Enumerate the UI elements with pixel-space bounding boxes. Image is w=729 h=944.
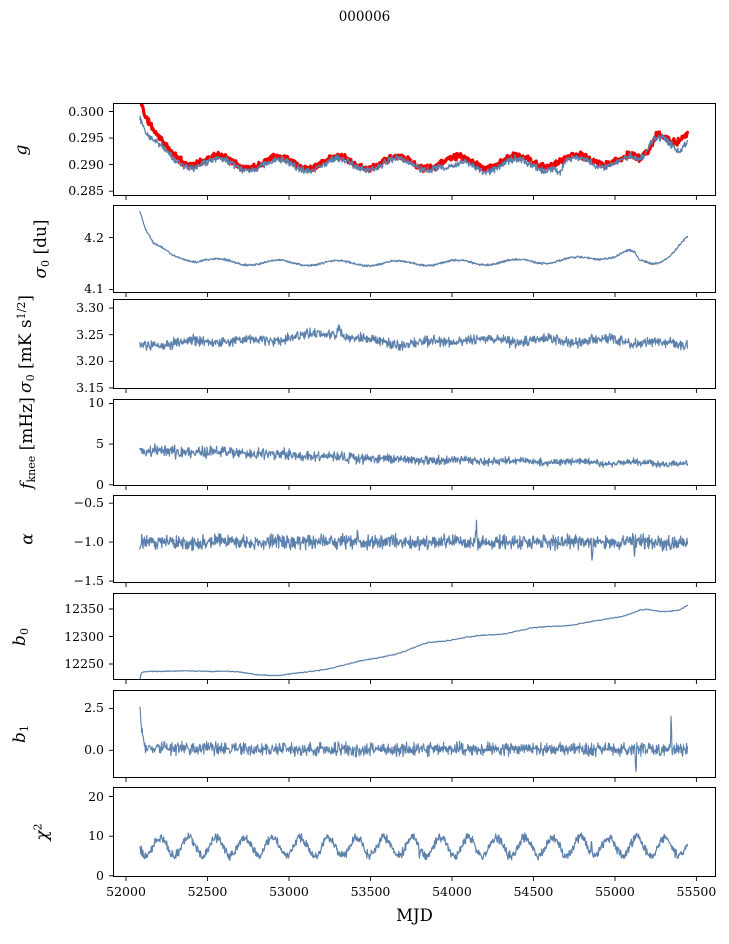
y-axis-label-text: σ: [16, 381, 36, 393]
y-tick-label: 12250: [64, 656, 104, 672]
y-axis-label-text: 0: [24, 374, 37, 382]
data-line-sigma0-du: [140, 212, 688, 267]
axes-box: [114, 400, 716, 486]
x-tick-label: 53500: [350, 884, 391, 899]
y-axis-label-text: b: [10, 634, 30, 646]
axis-tick-marks: [109, 238, 696, 297]
panel-plot-sigma0-du: [113, 205, 724, 301]
data-line-alpha: [140, 520, 688, 560]
y-tick-label: 12300: [64, 628, 104, 644]
x-tick-label: 52500: [187, 884, 228, 899]
y-tick-label: −0.5: [73, 495, 104, 511]
y-tick-label: 2.5: [84, 700, 104, 716]
axis-tick-marks: [109, 609, 696, 684]
panel-plot-fknee: [113, 399, 724, 494]
data-line-b0: [140, 605, 688, 679]
panel-plot-g: [113, 103, 724, 204]
y-tick-label: 0.0: [84, 742, 104, 758]
data-line-chi2: [140, 833, 688, 861]
y-tick-label: 10: [88, 395, 104, 411]
x-tick-label: 55000: [595, 884, 635, 899]
y-axis-label-sigma0-du: [33, 219, 51, 278]
x-axis-label: MJD: [396, 906, 433, 925]
x-tick-label: 53000: [269, 884, 309, 899]
y-axis-label-text: 0: [18, 627, 31, 635]
y-tick-label: 3.30: [76, 300, 104, 316]
y-tick-label: 0: [96, 476, 104, 492]
x-tick-label: 54000: [432, 884, 472, 899]
y-tick-label: 20: [88, 788, 104, 804]
figure-title: 000006: [338, 9, 391, 25]
y-tick-label: −1.0: [73, 534, 104, 550]
panel-plot-chi2: [113, 787, 724, 885]
y-tick-label: 5: [96, 436, 104, 452]
panel-plot-b1: [113, 690, 724, 786]
y-axis-label-text: 1/2: [15, 301, 28, 320]
y-tick-label: 0.295: [68, 130, 104, 146]
y-tick-label: 10: [88, 828, 104, 844]
y-axis-label-text: knee: [25, 455, 38, 483]
y-tick-label: 0.300: [68, 103, 104, 119]
y-axis-label-text: ]: [16, 295, 36, 302]
y-axis-label-text: b: [10, 732, 30, 743]
axes-box: [114, 104, 716, 196]
y-axis-label-text: 2: [31, 823, 45, 831]
axes-box: [114, 788, 716, 877]
axes-box: [114, 594, 716, 680]
y-axis-label-text: 1: [18, 725, 31, 733]
data-line-g-data: [140, 116, 688, 175]
y-axis-label-text: f: [17, 482, 37, 489]
x-tick-label: 52000: [106, 884, 146, 899]
y-tick-label: 3.15: [76, 379, 104, 395]
data-line-b1: [140, 707, 688, 772]
y-axis-label-text: [du]: [31, 219, 51, 260]
y-tick-label: −1.5: [73, 573, 104, 589]
x-tick-label: 55500: [676, 884, 717, 899]
y-axis-label-text: σ: [31, 266, 51, 279]
y-axis-label-text: χ: [32, 830, 53, 841]
y-axis-label-text: [mK s: [16, 319, 36, 375]
panel-plot-b0: [113, 593, 724, 688]
y-tick-label: 12350: [64, 600, 104, 616]
y-axis-label-text: α: [17, 533, 38, 545]
y-axis-label-b1: [12, 725, 30, 743]
axes-box: [114, 691, 716, 778]
y-tick-label: 3.25: [76, 326, 104, 342]
y-tick-label: 4.1: [84, 281, 104, 297]
y-axis-label-text: 0: [39, 259, 52, 267]
data-line-sigma0-mks: [140, 325, 688, 350]
y-tick-label: 0: [96, 867, 104, 883]
y-axis-label-text: g: [11, 144, 32, 155]
panel-plot-sigma0-mks: [113, 299, 724, 397]
y-tick-label: 0.290: [68, 156, 104, 172]
y-tick-label: 3.20: [76, 353, 104, 369]
y-axis-label-text: [mHz]: [17, 396, 37, 456]
data-line-fknee: [140, 444, 688, 468]
x-tick-label: 54500: [513, 884, 554, 899]
axes-box: [114, 206, 716, 293]
panel-plot-alpha: [113, 495, 724, 591]
y-tick-label: 4.2: [84, 229, 104, 245]
y-tick-label: 0.285: [68, 183, 104, 199]
axis-tick-marks: [109, 404, 696, 491]
